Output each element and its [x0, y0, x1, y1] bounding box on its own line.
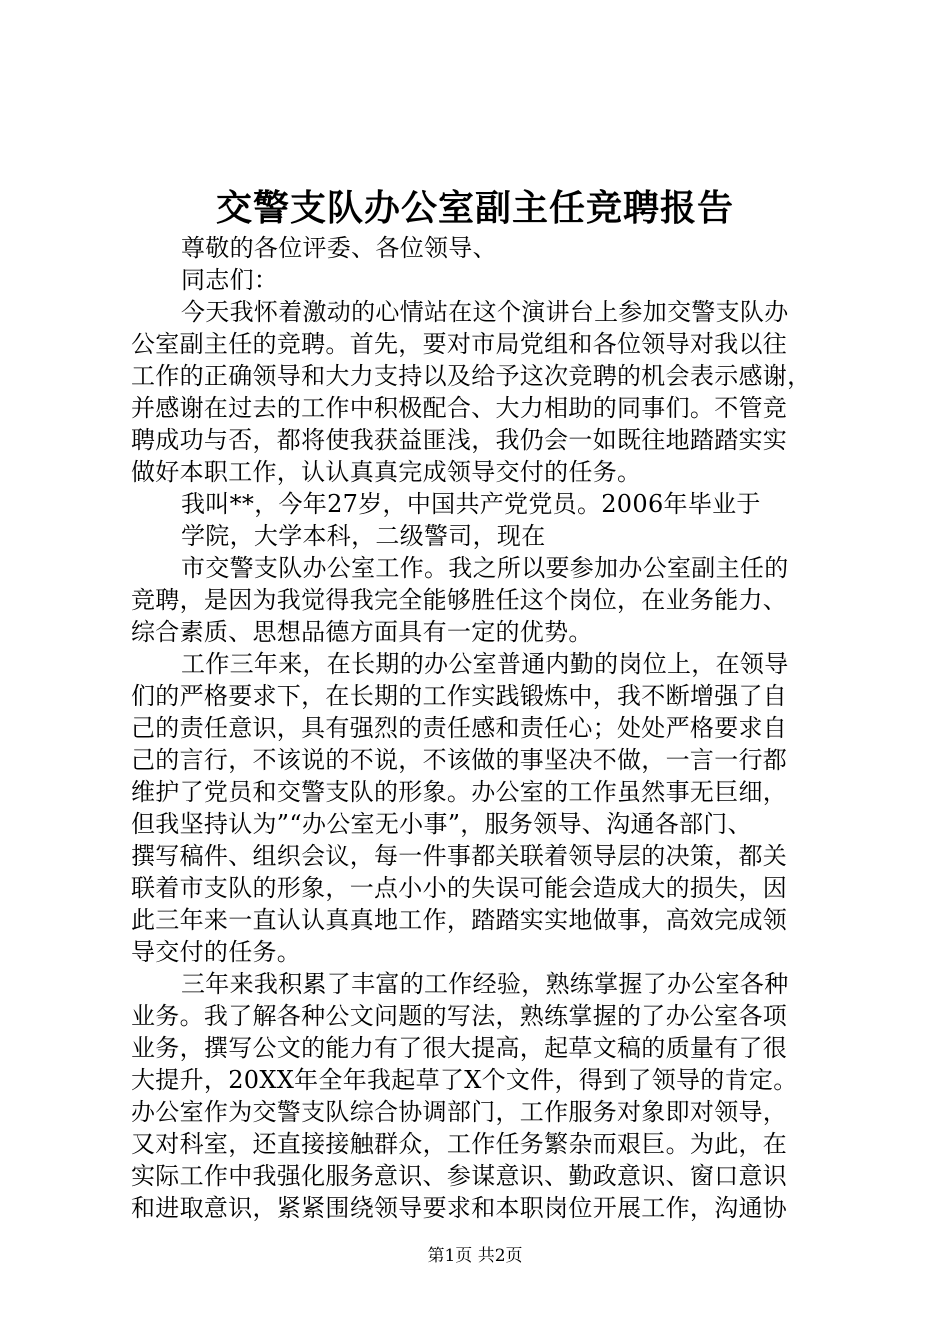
text-line: 己的责任意识，具有强烈的责任感和责任心；处处严格要求自	[131, 714, 788, 742]
text-line: 同志们：	[181, 266, 279, 294]
text-line: 并感谢在过去的工作中积极配合、大力相助的同事们。不管竞	[131, 394, 788, 422]
text-line: 聘成功与否，都将使我获益匪浅，我仍会一如既往地踏踏实实	[131, 426, 788, 454]
text-line: 们的严格要求下，在长期的工作实践锻炼中，我不断增强了自	[131, 682, 788, 710]
text-line: 但我坚持认为”“办公室无小事”，服务领导、沟通各部门、	[131, 810, 752, 838]
text-line: 维护了党员和交警支队的形象。办公室的工作虽然事无巨细，	[131, 778, 788, 806]
text-line: 大提升，20XX年全年我起草了X个文件，得到了领导的肯定。	[131, 1066, 798, 1094]
text-line: 业务，撰写公文的能力有了很大提高，起草文稿的质量有了很	[131, 1034, 788, 1062]
text-line: 又对科室，还直接接触群众，工作任务繁杂而艰巨。为此，在	[131, 1130, 788, 1158]
document-title: 交警支队办公室副主任竞聘报告	[215, 187, 734, 229]
text-line: 撰写稿件、组织会议，每一件事都关联着领导层的决策，都关	[131, 842, 788, 870]
text-line: 导交付的任务。	[131, 938, 302, 966]
text-line: 工作的正确领导和大力支持以及给予这次竞聘的机会表示感谢，	[131, 362, 812, 390]
text-line: 三年来我积累了丰富的工作经验，熟练掌握了办公室各种	[181, 970, 789, 998]
text-line: 学院，大学本科，二级警司，现在	[181, 522, 546, 550]
text-line: 实际工作中我强化服务意识、参谋意识、勤政意识、窗口意识	[131, 1162, 788, 1190]
text-line: 公室副主任的竞聘。首先，要对市局党组和各位领导对我以往	[131, 330, 788, 358]
text-line: 工作三年来，在长期的办公室普通内勤的岗位上，在领导	[181, 650, 789, 678]
text-line: 业务。我了解各种公文问题的写法，熟练掌握的了办公室各项	[131, 1002, 788, 1030]
page-number: 第1页 共2页	[427, 1246, 523, 1266]
text-line: 做好本职工作，认认真真完成领导交付的任务。	[131, 458, 642, 486]
text-line: 竞聘，是因为我觉得我完全能够胜任这个岗位，在业务能力、	[131, 586, 788, 614]
text-line: 今天我怀着激动的心情站在这个演讲台上参加交警支队办	[181, 298, 789, 326]
text-line: 此三年来一直认认真真地工作，踏踏实实地做事，高效完成领	[131, 906, 788, 934]
text-line: 联着市支队的形象，一点小小的失误可能会造成大的损失，因	[131, 874, 788, 902]
text-line: 市交警支队办公室工作。我之所以要参加办公室副主任的	[181, 554, 789, 582]
text-line: 尊敬的各位评委、各位领导、	[181, 234, 497, 262]
document-body	[131, 232, 831, 1224]
text-line: 办公室作为交警支队综合协调部门，工作服务对象即对领导，	[131, 1098, 788, 1126]
text-line: 综合素质、思想品德方面具有一定的优势。	[131, 618, 593, 646]
text-line: 己的言行，不该说的不说，不该做的事坚决不做，一言一行都	[131, 746, 788, 774]
text-line: 我叫**，今年27岁，中国共产党党员。2006年毕业于	[181, 490, 761, 518]
text-line: 和进取意识，紧紧围绕领导要求和本职岗位开展工作，沟通协	[131, 1194, 788, 1222]
